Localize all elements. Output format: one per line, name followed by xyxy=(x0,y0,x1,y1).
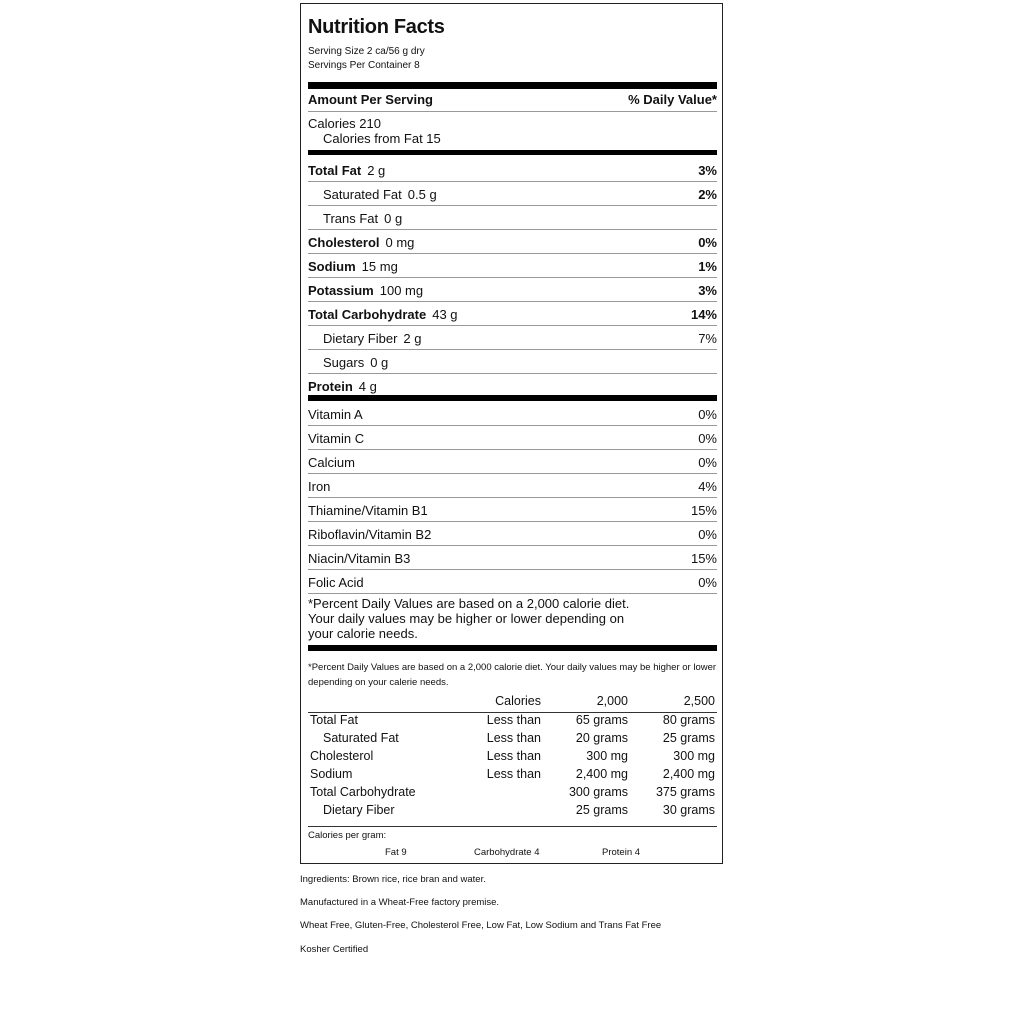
vitamin-daily-value: 4% xyxy=(698,479,717,494)
divider xyxy=(308,521,717,522)
vitamin-daily-value: 15% xyxy=(690,503,717,518)
nutrient-name: Protein xyxy=(308,379,353,394)
vitamin-daily-value: 0% xyxy=(698,431,717,446)
vitamin-row xyxy=(308,571,717,595)
nutrient-row xyxy=(308,207,717,231)
divider xyxy=(308,449,717,450)
nutrient-row xyxy=(308,279,717,303)
vitamin-name: Folic Acid xyxy=(308,575,364,590)
dietary-claims: Wheat Free, Gluten-Free, Cholesterol Free, Low Fat, Low Sodium and Trans Fat Free xyxy=(300,920,662,931)
vitamin-daily-value: 0% xyxy=(698,407,717,422)
vitamin-daily-value: 0% xyxy=(698,575,717,590)
nutrition-facts-panel xyxy=(300,3,723,864)
dv-table-cell: 375 grams xyxy=(655,785,715,799)
vitamin-name: Calcium xyxy=(308,455,355,470)
divider xyxy=(308,229,717,230)
nutrient-amount: 15 mg xyxy=(361,259,398,274)
nutrient-daily-value: 3% xyxy=(698,283,717,298)
dv-table-cell: 65 grams xyxy=(575,713,628,727)
nutrient-name: Sodium xyxy=(308,259,356,274)
nutrient-row xyxy=(308,231,717,255)
label-title: Nutrition Facts xyxy=(308,16,445,38)
thick-divider xyxy=(308,645,717,651)
dv-table-nutrient: Sodium xyxy=(310,767,353,781)
nutrient-row xyxy=(308,327,717,351)
vitamin-name: Vitamin C xyxy=(308,431,365,446)
vitamin-name: Iron xyxy=(308,479,331,494)
divider xyxy=(308,253,717,254)
dv-table-cell: 80 grams xyxy=(662,713,715,727)
cpg-carbohydrate: Carbohydrate 4 xyxy=(474,847,540,858)
nutrient-amount: 0 g xyxy=(384,211,403,226)
nutrient-amount: 43 g xyxy=(432,307,458,322)
nutrient-name: Saturated Fat xyxy=(323,187,402,202)
kosher-certified: Kosher Certified xyxy=(300,944,369,955)
daily-value-header: % Daily Value* xyxy=(628,92,717,107)
divider xyxy=(308,425,717,426)
calories-from-fat: Calories from Fat 15 xyxy=(323,131,441,146)
nutrient-name: Cholesterol xyxy=(308,235,380,250)
dv-table-cell: 20 grams xyxy=(575,731,628,745)
vitamin-row xyxy=(308,547,717,571)
nutrient-amount: 4 g xyxy=(358,379,377,394)
nutrient-row xyxy=(308,303,717,327)
nutrient-daily-value: 0% xyxy=(698,235,717,250)
vitamin-row xyxy=(308,451,717,475)
divider xyxy=(308,181,717,182)
dv-table-cell: 2,400 mg xyxy=(575,767,628,781)
cpg-protein: Protein 4 xyxy=(602,847,641,858)
dv-table-cell: 2,400 mg xyxy=(662,767,715,781)
dv-table-cell: Less than xyxy=(486,749,541,763)
dv-table-cell: 300 grams xyxy=(568,785,628,799)
nutrient-name: Trans Fat xyxy=(323,211,379,226)
vitamin-row xyxy=(308,499,717,523)
vitamin-daily-value: 0% xyxy=(698,527,717,542)
dv-table-nutrient: Cholesterol xyxy=(310,749,374,763)
dv-table-header: 2,000 xyxy=(596,694,628,708)
nutrient-daily-value: 14% xyxy=(690,307,717,322)
vitamin-row xyxy=(308,475,717,499)
nutrient-name: Total Fat xyxy=(308,163,362,178)
dv-table-cell: 25 grams xyxy=(662,731,715,745)
nutrient-daily-value: 1% xyxy=(698,259,717,274)
divider xyxy=(308,325,717,326)
divider xyxy=(308,111,717,112)
vitamin-row xyxy=(308,403,717,427)
nutrient-amount: 2 g xyxy=(367,163,386,178)
divider xyxy=(308,497,717,498)
divider xyxy=(308,205,717,206)
divider xyxy=(308,593,717,594)
vitamin-daily-value: 15% xyxy=(690,551,717,566)
divider xyxy=(308,545,717,546)
dv-table-cell: Less than xyxy=(486,713,541,727)
nutrient-row xyxy=(308,255,717,279)
divider xyxy=(308,349,717,350)
medium-divider xyxy=(308,150,717,155)
manufactured-note: Manufactured in a Wheat-Free factory premise. xyxy=(300,897,500,908)
nutrient-name: Sugars xyxy=(323,355,365,370)
divider xyxy=(308,473,717,474)
divider xyxy=(308,277,717,278)
nutrient-amount: 0.5 g xyxy=(407,187,437,202)
vitamin-name: Riboflavin/Vitamin B2 xyxy=(308,527,432,542)
ingredients: Ingredients: Brown rice, rice bran and water. xyxy=(300,874,486,885)
dv-table-nutrient: Total Fat xyxy=(310,713,358,727)
nutrient-amount: 2 g xyxy=(403,331,422,346)
dv-table-nutrient: Saturated Fat xyxy=(323,731,399,745)
vitamin-row xyxy=(308,427,717,451)
dv-table-nutrient: Total Carbohydrate xyxy=(310,785,416,799)
nutrient-name: Potassium xyxy=(308,283,374,298)
nutrient-name: Total Carbohydrate xyxy=(308,307,427,322)
vitamin-row xyxy=(308,523,717,547)
vitamin-name: Vitamin A xyxy=(308,407,363,422)
dv-table-header: Calories xyxy=(495,694,541,708)
dv-table-header: 2,500 xyxy=(683,694,715,708)
nutrient-row xyxy=(308,351,717,375)
dv-table-nutrient: Dietary Fiber xyxy=(323,803,395,817)
nutrient-row xyxy=(308,183,717,207)
dv-table-cell: Less than xyxy=(486,731,541,745)
nutrient-daily-value: 2% xyxy=(698,187,717,202)
vitamin-daily-value: 0% xyxy=(698,455,717,470)
dv-table-cell: 30 grams xyxy=(662,803,715,817)
divider xyxy=(308,826,717,827)
dv-table-cell: 25 grams xyxy=(575,803,628,817)
footnote-large: *Percent Daily Values are based on a 2,000 calorie diet. Your daily values may be higher or lower depending on your calorie needs. xyxy=(308,596,630,641)
nutrient-amount: 0 mg xyxy=(385,235,415,250)
vitamin-name: Thiamine/Vitamin B1 xyxy=(308,503,428,518)
nutrient-amount: 100 mg xyxy=(379,283,424,298)
divider xyxy=(308,301,717,302)
servings-per-container: Servings Per Container 8 xyxy=(308,60,420,71)
serving-size: Serving Size 2 ca/56 g dry xyxy=(308,46,425,57)
nutrient-daily-value: 3% xyxy=(698,163,717,178)
dv-table-cell: 300 mg xyxy=(586,749,628,763)
divider xyxy=(308,569,717,570)
vitamin-name: Niacin/Vitamin B3 xyxy=(308,551,411,566)
amount-per-serving-header: Amount Per Serving xyxy=(308,92,433,107)
nutrient-amount: 0 g xyxy=(370,355,389,370)
cpg-fat: Fat 9 xyxy=(385,847,407,858)
nutrient-row xyxy=(308,159,717,183)
thick-divider xyxy=(308,395,717,401)
divider xyxy=(308,373,717,374)
nutrient-name: Dietary Fiber xyxy=(323,331,398,346)
footnote-small: *Percent Daily Values are based on a 2,000 calorie diet. Your daily values may be higher or lower depending on your calerie needs. xyxy=(308,662,717,688)
nutrient-daily-value: 7% xyxy=(698,331,717,346)
calories: Calories 210 xyxy=(308,116,381,131)
calories-per-gram-label: Calories per gram: xyxy=(308,830,387,841)
dv-table-cell: 300 mg xyxy=(673,749,715,763)
dv-table-cell: Less than xyxy=(486,767,541,781)
